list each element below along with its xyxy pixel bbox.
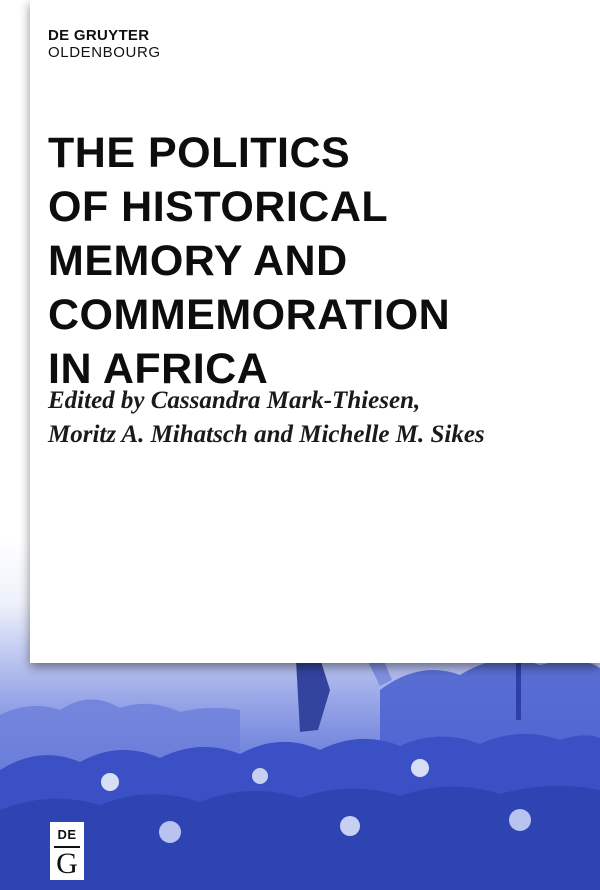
title-line: IN AFRICA	[48, 345, 269, 393]
logo-g-text: G	[56, 847, 78, 880]
title-line: COMMEMORATION	[48, 291, 451, 339]
de-gruyter-logo	[50, 822, 84, 880]
title-line: MEMORY AND	[48, 237, 348, 285]
publisher-name: DE GRUYTER	[48, 27, 150, 44]
editors-line: Edited by Cassandra Mark-Thiesen,	[48, 387, 421, 414]
title-line: THE POLITICS	[48, 129, 351, 177]
publisher-imprint: OLDENBOURG	[48, 44, 161, 61]
logo-de-text: DE	[57, 827, 77, 842]
editors	[48, 384, 588, 452]
book-title	[48, 126, 588, 396]
editors-line: Moritz A. Mihatsch and Michelle M. Sikes	[48, 421, 485, 448]
title-line: OF HISTORICAL	[48, 183, 389, 231]
